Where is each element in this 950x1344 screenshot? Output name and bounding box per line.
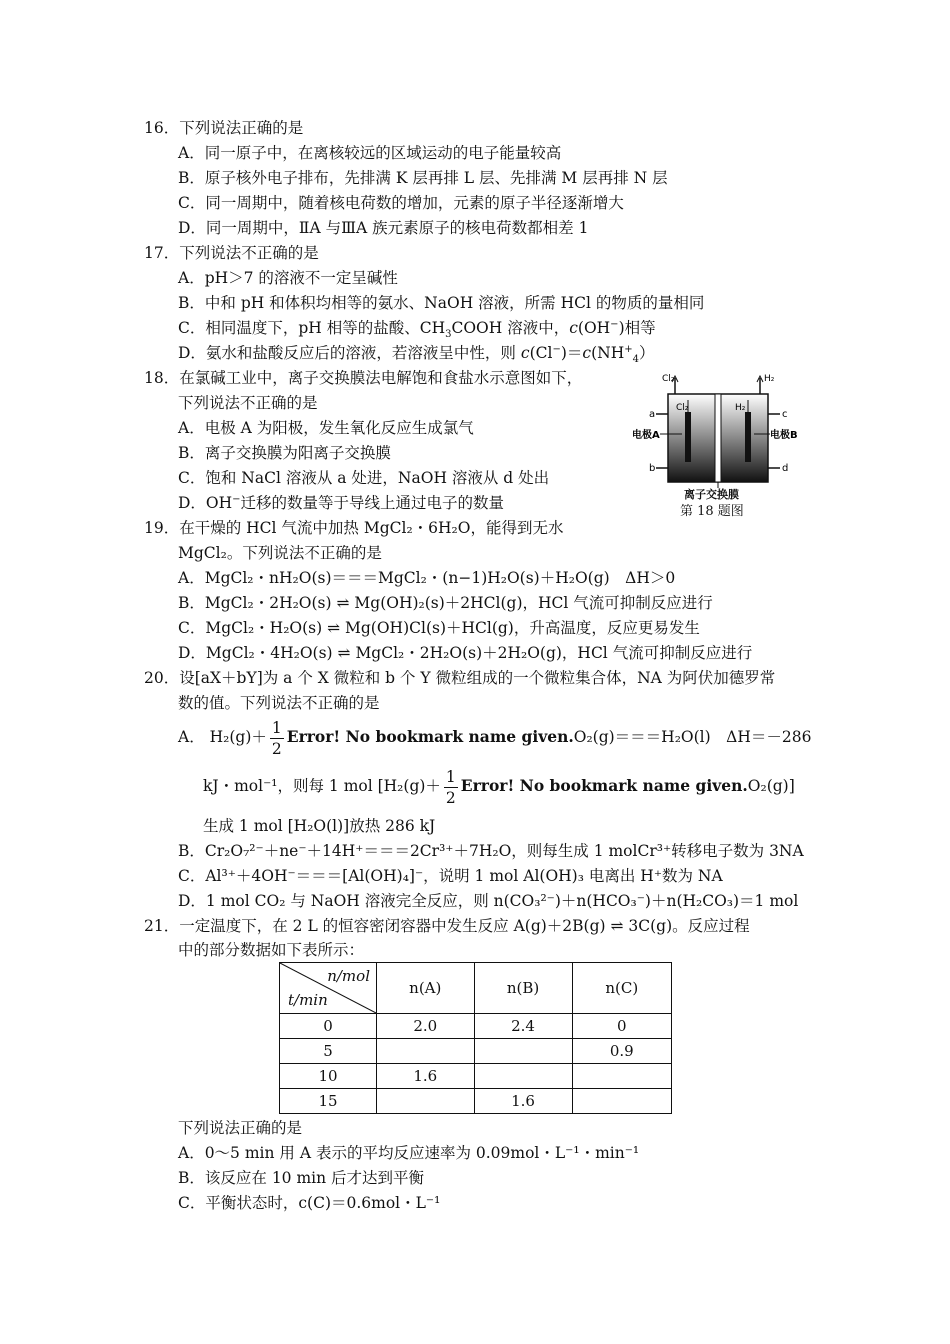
q20-option-d: D．1 mol CO₂ 与 NaOH 溶液完全反应，则 n(CO₃²⁻)＋n(HCO₃⁻)＋n(H₂CO₃)＝1 mol <box>178 892 799 910</box>
q16-option-d: D．同一周期中，ⅡA 与ⅢA 族元素原子的核电荷数都相差 1 <box>178 219 589 237</box>
q19-option-c: C．MgCl₂・H₂O(s) ⇌ Mg(OH)Cl(s)＋HCl(g)，升高温度，反应更易发生 <box>178 619 700 637</box>
q16-option-c: C．同一周期中，随着核电荷数的增加，元素的原子半径逐渐增大 <box>178 194 624 212</box>
electrode-a-plate <box>685 412 691 462</box>
q20-option-c: C．Al³⁺＋4OH⁻＝＝＝[Al(OH)₄]⁻，说明 1 mol Al(OH)₃ 电离出 H⁺数为 NA <box>178 867 723 885</box>
q19-option-b: B．MgCl₂・2H₂O(s) ⇌ Mg(OH)₂(s)＋2HCl(g)，HCl 气流可抑制反应进行 <box>178 594 713 612</box>
fig-a: a <box>649 409 656 420</box>
fig-caption: 第 18 题图 <box>680 504 744 519</box>
corner-bottom-label: t/min <box>288 991 328 1009</box>
table-row: 15 1.6 <box>280 1089 672 1114</box>
q20-option-a-line2: kJ・mol⁻¹，则每 1 mol [H₂(g)＋ $\frac{1}{2}$ Error! No bookmark name given.O₂(g)] <box>203 767 795 807</box>
q21-stem: 21．一定温度下，在 2 L 的恒容密闭容器中发生反应 A(g)＋2B(g) ⇌ 3C(g)。反应过程 <box>144 917 750 935</box>
fig-d: d <box>782 463 789 474</box>
q16-option-a: A．同一原子中，在离核较远的区域运动的电子能量较高 <box>178 144 562 162</box>
fig-h2-top: H₂ <box>764 374 775 384</box>
table-header-nc: n(C) <box>572 963 671 1014</box>
q17-option-c: C．相同温度下，pH 相等的盐酸、$CH_3COOH$ 溶液中，c(OH−)相等 <box>178 318 656 341</box>
q18-option-c: C．饱和 NaCl 溶液从 a 处进，NaOH 溶液从 d 处出 <box>178 469 550 487</box>
q20-option-a-line3: 生成 1 mol [H₂O(l)]放热 286 kJ <box>203 817 436 835</box>
q21-stem-2: 中的部分数据如下表所示： <box>178 941 365 959</box>
fig-cl2-top: Cl₂ <box>662 374 675 384</box>
table-row: 0 2.0 2.4 0 <box>280 1014 672 1039</box>
q21-stem-3: 下列说法正确的是 <box>178 1119 303 1137</box>
fraction-half: $\frac{1}{2}$ <box>271 718 282 758</box>
membrane <box>715 394 721 482</box>
q18-option-a: A．电极 A 为阳极，发生氧化反应生成氯气 <box>178 419 474 437</box>
corner-top-label: n/mol <box>327 967 370 985</box>
q21-option-c: C．平衡状态时，c(C)＝0.6mol・L⁻¹ <box>178 1194 441 1212</box>
q18-option-b: B．离子交换膜为阳离子交换膜 <box>178 444 391 462</box>
q19-stem: 19．在干燥的 HCl 气流中加热 MgCl₂・6H₂O，能得到无水 <box>144 519 564 537</box>
q19-option-d: D．MgCl₂・4H₂O(s) ⇌ MgCl₂・2H₂O(s)＋2H₂O(g)，HCl 气流可抑制反应进行 <box>178 644 753 662</box>
fraction-half-2: $\frac{1}{2}$ <box>445 767 456 807</box>
q16-stem: 16．下列说法正确的是 <box>144 119 304 137</box>
q18-stem: 18．在氯碱工业中，离子交换膜法电解饱和食盐水示意图如下， <box>144 369 583 387</box>
q21-option-b: B．该反应在 10 min 后才达到平衡 <box>178 1169 425 1187</box>
q16-option-b: B．原子核外电子排布，先排满 K 层再排 L 层、先排满 M 层再排 N 层 <box>178 169 668 187</box>
table-row: 10 1.6 <box>280 1064 672 1089</box>
q17-option-a: A．pH＞7 的溶液不一定呈碱性 <box>178 269 398 287</box>
q19-option-a: A．MgCl₂・nH₂O(s)＝＝＝MgCl₂・(n−1)H₂O(s)＋H₂O(g) ΔH＞0 <box>178 569 676 587</box>
fig-h2-in: H₂ <box>735 403 746 413</box>
q18-option-d: D．OH−迁移的数量等于导线上通过电子的数量 <box>178 493 505 512</box>
q20-stem-2: 数的值。下列说法不正确的是 <box>178 694 380 712</box>
q17-stem: 17．下列说法不正确的是 <box>144 244 319 262</box>
fig-electrode-a: 电极A <box>632 430 660 441</box>
fig-b: b <box>649 463 656 474</box>
fig-cl2-in: Cl₂ <box>676 403 689 413</box>
fig-electrode-b: 电极B <box>770 430 798 441</box>
electrode-b-plate <box>745 412 751 462</box>
table-header-nb: n(B) <box>474 963 572 1014</box>
q21-option-a: A．0～5 min 用 A 表示的平均反应速率为 0.09mol・L⁻¹・min⁻¹ <box>178 1144 640 1162</box>
q17-option-b: B．中和 pH 和体积均相等的氨水、NaOH 溶液，所需 HCl 的物质的量相同 <box>178 294 705 312</box>
table-row: 5 0.9 <box>280 1039 672 1064</box>
table-corner <box>280 963 377 1014</box>
table-header-na: n(A) <box>377 963 475 1014</box>
reaction-data-table <box>279 962 672 1114</box>
fig-membrane-label: 离子交换膜 <box>684 488 739 501</box>
q19-stem-2: MgCl₂。下列说法不正确的是 <box>178 544 382 562</box>
q18-stem-2: 下列说法不正确的是 <box>178 394 318 412</box>
q20-stem: 20．设[aX＋bY]为 a 个 X 微粒和 b 个 Y 微粒组成的一个微粒集合体，NA 为阿伏加德罗常 <box>144 669 776 687</box>
q20-option-a-line1: A． H₂(g)＋ $\frac{1}{2}$ Error! No bookmark name given.O₂(g)＝＝＝H₂O(l) ΔH＝－286 <box>178 718 812 758</box>
q17-option-d: D．氨水和盐酸反应后的溶液，若溶液呈中性，则 $c(Cl^-)=c(NH^+_4)$ <box>178 343 655 366</box>
q20-option-b: B．Cr₂O₇²⁻＋ne⁻＋14H⁺＝＝＝2Cr³⁺＋7H₂O，则每生成 1 molCr³⁺转移电子数为 3NA <box>178 842 804 860</box>
fig-c: c <box>782 409 788 420</box>
